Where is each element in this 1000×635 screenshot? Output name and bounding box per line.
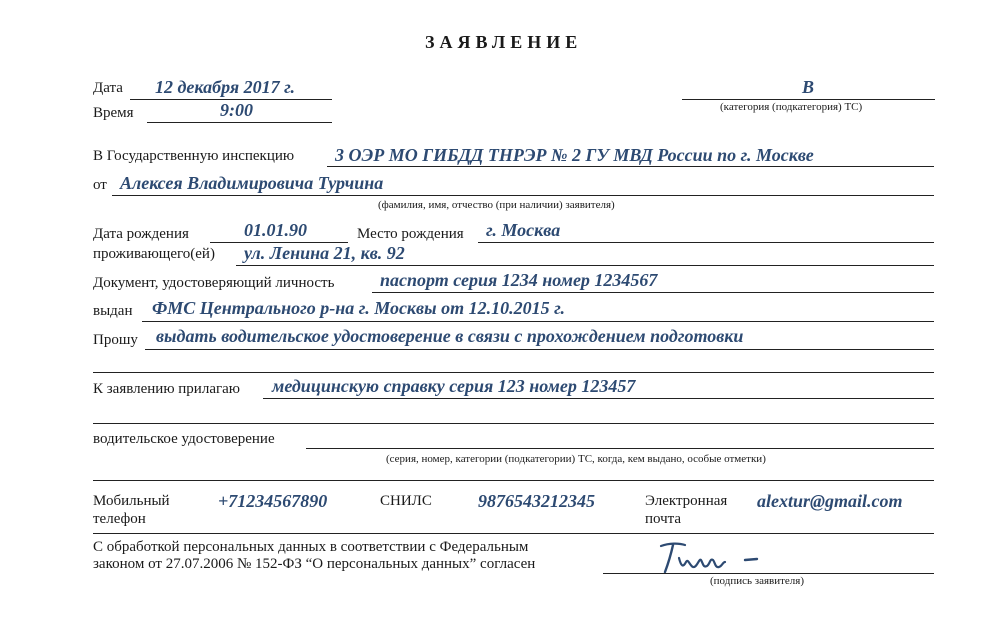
contacts-divider: [93, 533, 934, 534]
birth-place-value[interactable]: г. Москва: [486, 220, 561, 240]
phone-value[interactable]: +71234567890: [218, 491, 328, 511]
email-value[interactable]: alextur@gmail.com: [757, 491, 903, 511]
attach-label: К заявлению прилагаю: [93, 381, 240, 397]
residence-value[interactable]: ул. Ленина 21, кв. 92: [244, 243, 405, 263]
attach-underline: [263, 398, 934, 399]
time-underline: [147, 122, 332, 123]
issued-label: выдан: [93, 303, 133, 319]
birth-date-label: Дата рождения: [93, 226, 189, 242]
identity-doc-label: Документ, удостоверяющий личность: [93, 275, 335, 291]
birth-place-label: Место рождения: [357, 226, 464, 242]
section-divider: [93, 480, 934, 481]
issued-underline: [142, 321, 934, 322]
consent-line1: С обработкой персональных данных в соответствии с Федеральным: [93, 539, 529, 555]
category-underline: [682, 99, 935, 100]
residence-underline: [236, 265, 934, 266]
birth-place-underline: [478, 242, 934, 243]
date-value[interactable]: 12 декабря 2017 г.: [155, 77, 296, 97]
identity-doc-underline: [372, 292, 934, 293]
issued-value[interactable]: ФМС Центрального р-на г. Москвы от 12.10.2015 г.: [152, 298, 565, 318]
email-label-line1: Электронная: [645, 493, 728, 509]
signature: [655, 538, 765, 578]
request-extra-underline: [93, 372, 934, 373]
birth-date-value[interactable]: 01.01.90: [244, 220, 307, 240]
request-value[interactable]: выдать водительское удостоверение в связи с прохождением подготовки: [156, 326, 744, 346]
license-note: (серия, номер, категории (подкатегории) ТС, когда, кем выдано, особые отметки): [386, 453, 766, 465]
signature-underline[interactable]: [603, 573, 934, 574]
signature-icon: [655, 538, 765, 578]
license-underline[interactable]: [306, 448, 934, 449]
snils-label: СНИЛС: [380, 493, 432, 509]
from-underline: [112, 195, 934, 196]
category-value[interactable]: В: [802, 77, 815, 97]
from-value[interactable]: Алексея Владимировича Турчина: [120, 173, 384, 193]
time-value[interactable]: 9:00: [220, 100, 253, 120]
request-underline: [145, 349, 934, 350]
from-label: от: [93, 177, 107, 193]
category-note: (категория (подкатегория) ТС): [720, 101, 863, 113]
email-label-line2: почта: [645, 511, 682, 527]
phone-label-line1: Мобильный: [93, 493, 170, 509]
identity-doc-value[interactable]: паспорт серия 1234 номер 1234567: [380, 270, 658, 290]
residence-label: проживающего(ей): [93, 246, 215, 262]
from-note: (фамилия, имя, отчество (при наличии) заявителя): [378, 199, 615, 211]
phone-label-line2: телефон: [93, 511, 146, 527]
inspection-value[interactable]: 3 ОЭР МО ГИБДД ТНРЭР № 2 ГУ МВД России по г. Москве: [335, 145, 814, 165]
request-label: Прошу: [93, 332, 138, 348]
consent-line2: законом от 27.07.2006 № 152-ФЗ “О персональных данных” согласен: [93, 556, 536, 572]
time-label: Время: [93, 105, 134, 121]
date-label: Дата: [93, 80, 123, 96]
inspection-underline: [327, 166, 934, 167]
signature-note: (подпись заявителя): [710, 575, 805, 587]
license-label: водительское удостоверение: [93, 431, 275, 447]
attach-extra-underline: [93, 423, 934, 424]
snils-value[interactable]: 9876543212345: [478, 491, 595, 511]
page-title: ЗАЯВЛЕНИЕ: [425, 32, 583, 52]
inspection-label: В Государственную инспекцию: [93, 148, 295, 164]
attach-value[interactable]: медицинскую справку серия 123 номер 123457: [272, 376, 636, 396]
